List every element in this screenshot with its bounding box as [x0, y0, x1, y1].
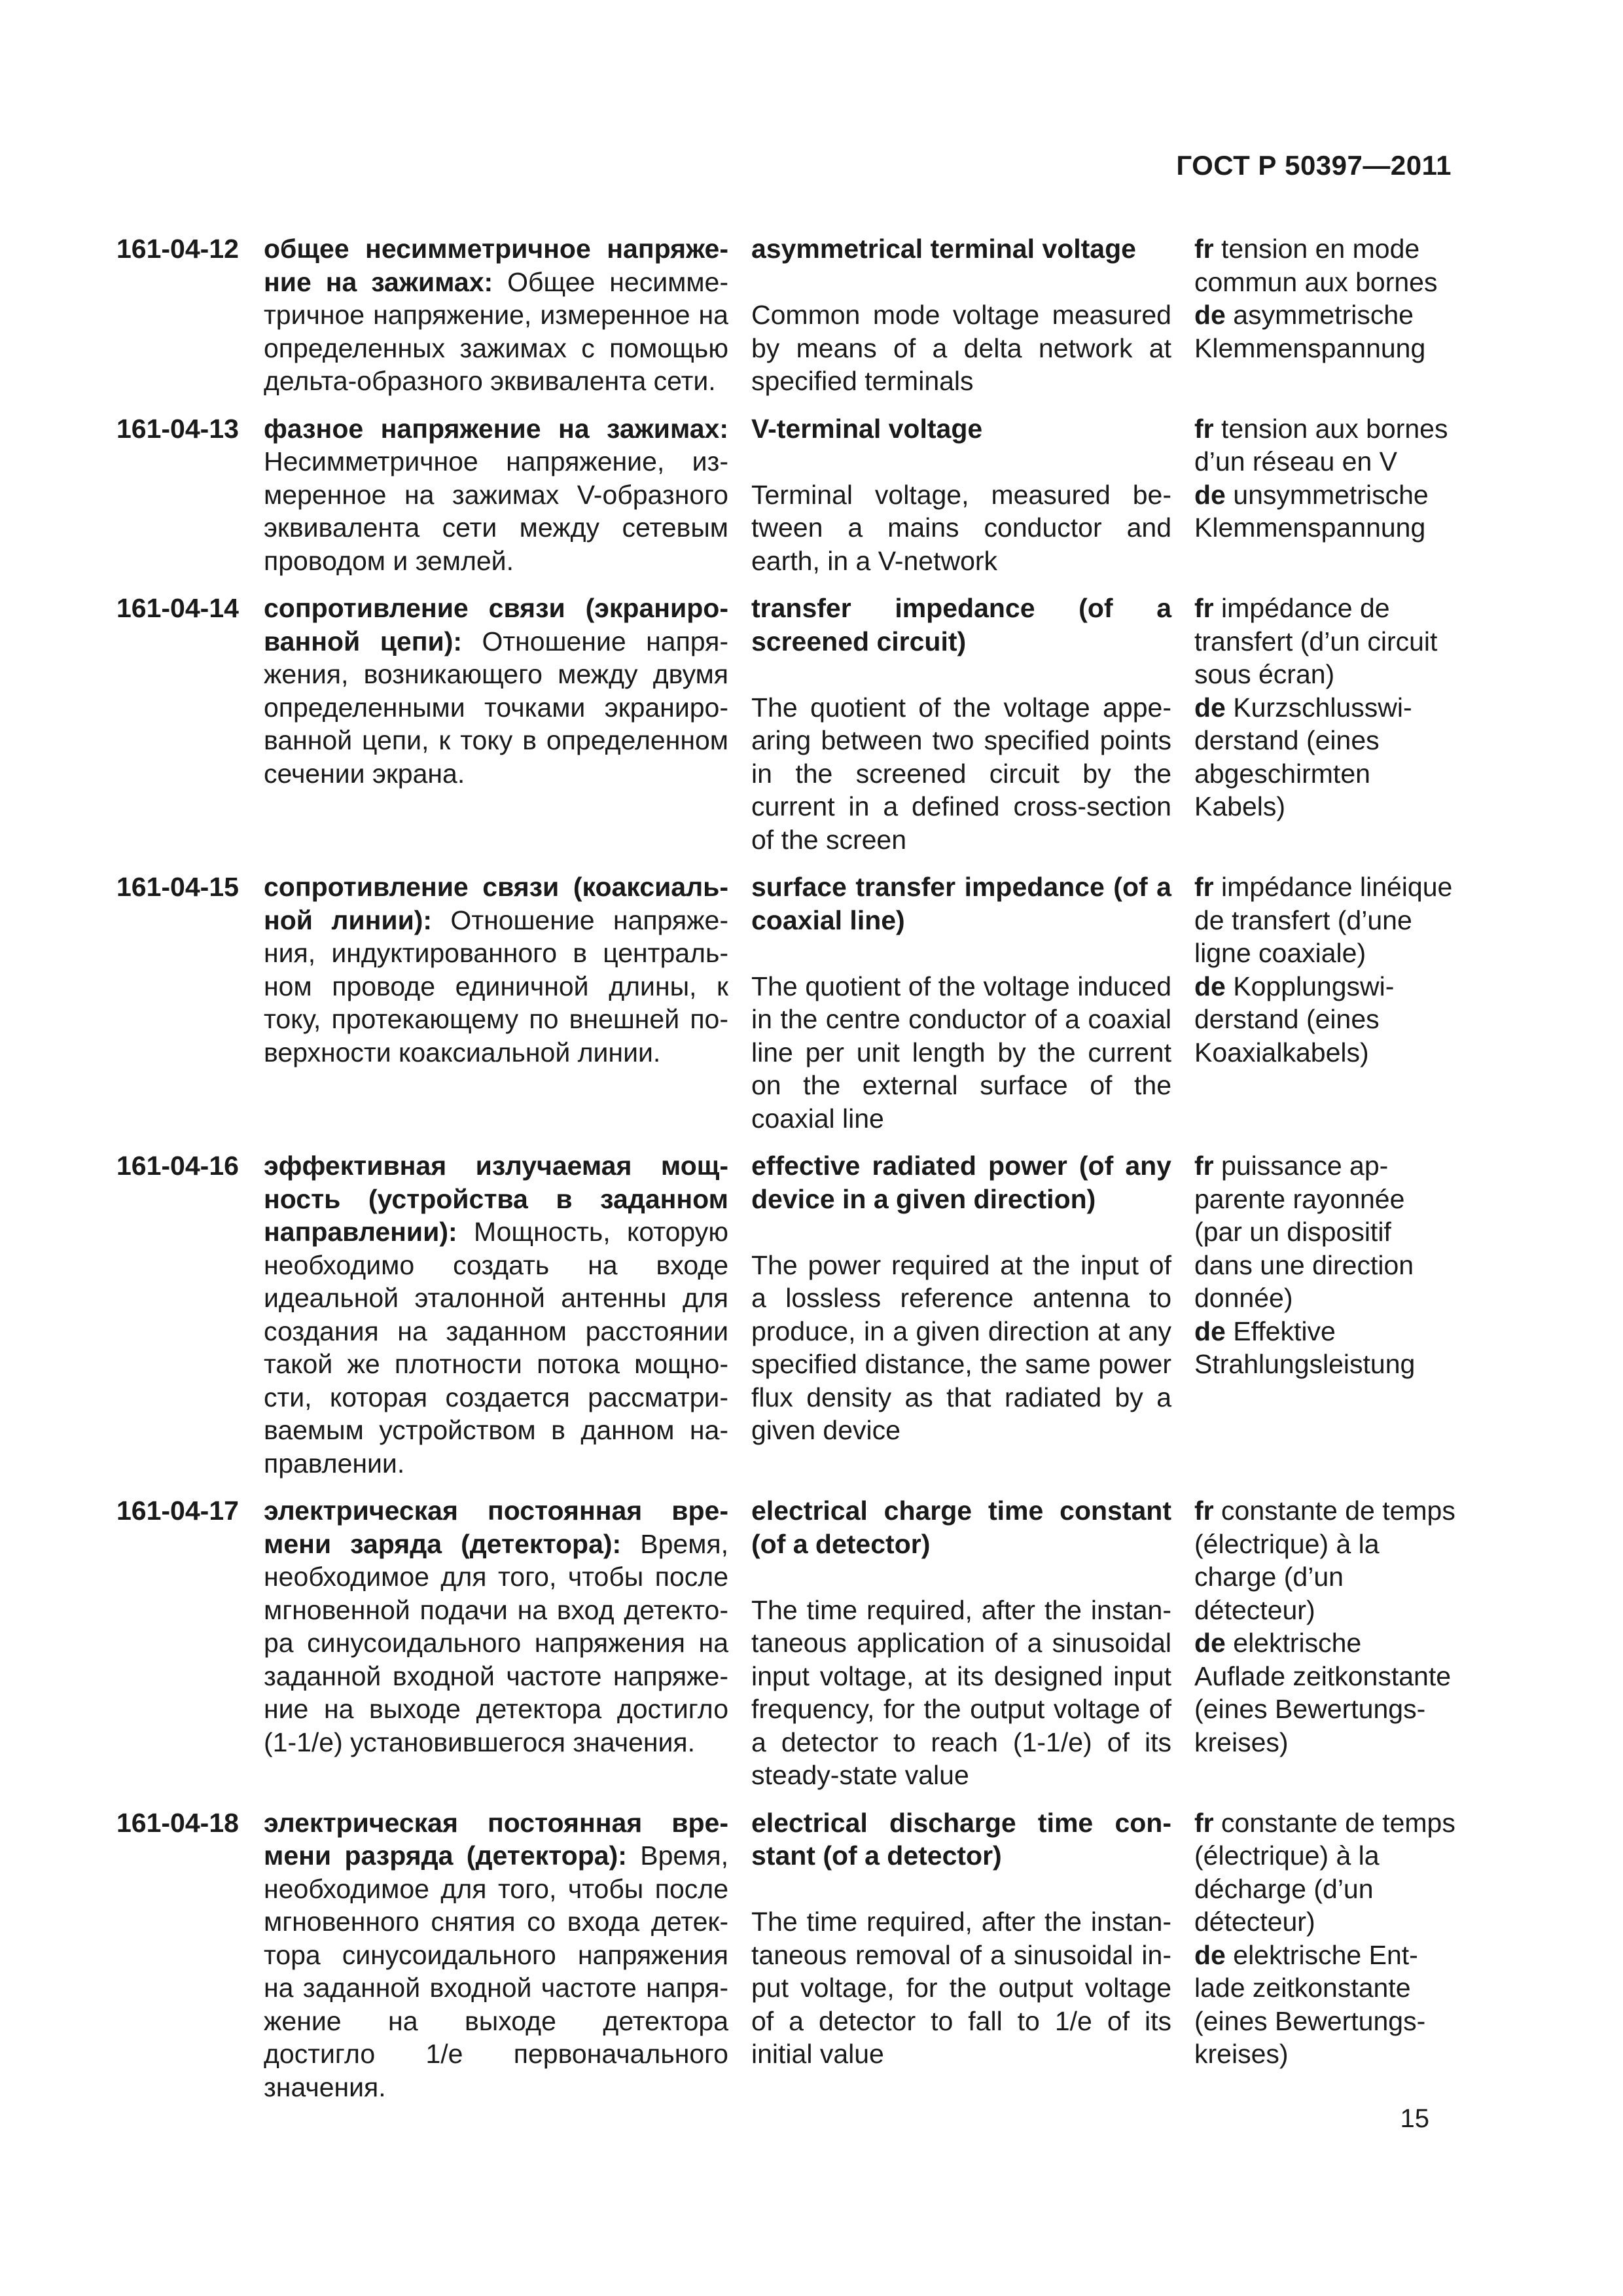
ru-definition: Общее несимметричное напряжение, измеренное на определенных зажимах с помощью дельта-образного эквивалента сети. — [264, 266, 728, 396]
term-entry — [0, 412, 1623, 578]
ru-column — [264, 232, 728, 398]
fr-term: constante de temps (électrique) à la décharge (d’un détecteur) — [1194, 1807, 1455, 1937]
en-column — [751, 1494, 1171, 1792]
de-line — [1194, 691, 1456, 823]
entry-number: 161-04-14 — [116, 593, 239, 623]
en-term: transfer impedance (of a screened circuit) — [751, 593, 1171, 656]
ru-definition: Отношение напряжения, индуктированного в центральном проводе единичной длины, к току, протекающему по внешней поверхности коаксиальной линии. — [264, 905, 728, 1067]
de-line — [1194, 298, 1456, 365]
de-code: de — [1194, 692, 1226, 723]
ru-definition: Отношение напряжения, возникающего между двумя определенными точками экранированной цепи, к току в определенном сечении экрана. — [264, 626, 728, 789]
term-entry — [0, 232, 1623, 398]
fr-code: fr — [1194, 413, 1214, 444]
ru-term: фазное напряжение на зажимах: — [264, 413, 728, 444]
ru-column — [264, 592, 728, 790]
ru-definition: Мощность, которую необходимо создать на входе идеальной эталонной антенны для создания на заданном расстоянии такой же плотности потока мощности, которая создается рассматриваемым устройством в данном направлении. — [264, 1217, 728, 1479]
ru-term: сопротивление связи (коаксиальной линии): — [264, 872, 728, 935]
term-entry — [0, 1149, 1623, 1480]
term-entry — [0, 870, 1623, 1135]
en-column — [751, 1806, 1171, 2071]
de-code: de — [1194, 971, 1226, 1001]
entry-number: 161-04-18 — [116, 1807, 239, 1838]
en-definition: The quotient of the voltage appearing between two specified points in the screened circuit by the current in a defined cross-section of the screen — [751, 692, 1171, 855]
ru-column — [264, 870, 728, 1069]
en-column — [751, 1149, 1171, 1447]
fr-term: impédance de transfert (d’un circuit sous écran) — [1194, 593, 1438, 689]
entry-number: 161-04-13 — [116, 413, 239, 444]
term-entries — [0, 232, 1623, 2118]
fr-code: fr — [1194, 593, 1214, 623]
de-line — [1194, 478, 1456, 545]
other-languages-column — [1194, 232, 1456, 365]
ru-definition: Несимметричное напряжение, измеренное на зажимах V-образного эквивалента сети между сетевым проводом и землей. — [264, 446, 728, 576]
entry-number: 161-04-15 — [116, 872, 239, 902]
fr-line — [1194, 870, 1456, 970]
ru-definition: Время, необходимое для того, чтобы после мгновенного снятия со входа детектора синусоидального напряжения на заданной входной частоте напряжение на выходе детектора достигло 1/e первоначального значения. — [264, 1840, 728, 2102]
en-term: asymmetrical terminal voltage — [751, 234, 1136, 264]
term-entry — [0, 1806, 1623, 2104]
ru-column — [264, 1149, 728, 1480]
en-column — [751, 870, 1171, 1135]
de-code: de — [1194, 479, 1226, 510]
entry-number: 161-04-16 — [116, 1151, 239, 1181]
page-number: 15 — [1400, 2104, 1429, 2133]
ru-column — [264, 1494, 728, 1759]
ru-column — [264, 412, 728, 578]
term-entry — [0, 592, 1623, 856]
fr-code: fr — [1194, 1496, 1214, 1526]
en-definition: The time required, after the instantaneous removal of a sinusoidal input voltage, for the output voltage of a detector to fall to 1/e of its initial value — [751, 1907, 1171, 2069]
en-definition: Common mode voltage measured by means of a delta network at specified terminals — [751, 300, 1171, 396]
ru-term: общее несимметричное напряжение на зажимах: — [264, 234, 728, 297]
de-term: unsymmetrische Klemmenspannung — [1194, 479, 1429, 543]
en-definition: Terminal voltage, measured between a mains conductor and earth, in a V-network — [751, 479, 1171, 576]
en-definition: The power required at the input of a lossless reference antenna to produce, in a given direction at any specified distance, the same power flux density as that radiated by a given device — [751, 1249, 1171, 1445]
de-code: de — [1194, 300, 1226, 330]
fr-term: puissance apparente rayonnée (par un dispositif dans une direction donnée) — [1194, 1151, 1414, 1313]
de-line — [1194, 1626, 1456, 1759]
de-term: asymmetrische Klemmenspannung — [1194, 300, 1426, 363]
fr-line — [1194, 1494, 1456, 1626]
fr-line — [1194, 1806, 1456, 1939]
en-column — [751, 592, 1171, 856]
en-column — [751, 232, 1171, 398]
de-line — [1194, 1939, 1456, 2071]
term-entry — [0, 1494, 1623, 1792]
other-languages-column — [1194, 870, 1456, 1069]
de-code: de — [1194, 1316, 1226, 1346]
de-line — [1194, 970, 1456, 1069]
fr-code: fr — [1194, 1151, 1214, 1181]
en-term: electrical charge time constant (of a detector) — [751, 1496, 1171, 1559]
en-term: effective radiated power (of any device in a given direction) — [751, 1151, 1171, 1214]
de-code: de — [1194, 1628, 1226, 1658]
de-term: elektrische Auflade zeitkonstante (eines Bewertungskreises) — [1194, 1628, 1452, 1757]
standard-header: ГОСТ Р 50397—2011 — [1176, 150, 1452, 181]
ru-definition: Время, необходимое для того, чтобы после мгновенной подачи на вход детектора синусоидального напряжения на заданной входной частоте напряжение на выходе детектора достигло (1-1/e) установившегося значения. — [264, 1528, 728, 1757]
en-definition: The quotient of the voltage induced in the centre conductor of a coaxial line per unit length by the current on the external surface of the coaxial line — [751, 971, 1171, 1134]
fr-code: fr — [1194, 234, 1214, 264]
fr-line — [1194, 412, 1456, 478]
de-term: elektrische Entlade zeitkonstante (eines Bewertungskreises) — [1194, 1939, 1426, 2069]
other-languages-column — [1194, 592, 1456, 823]
fr-code: fr — [1194, 872, 1214, 902]
other-languages-column — [1194, 1806, 1456, 2071]
fr-line — [1194, 592, 1456, 691]
entry-number: 161-04-17 — [116, 1496, 239, 1526]
fr-term: impédance linéique de transfert (d’une ligne coaxiale) — [1194, 872, 1453, 968]
de-line — [1194, 1315, 1456, 1381]
ru-term: электрическая постоянная времени разряда (детектора): — [264, 1807, 728, 1871]
en-column — [751, 412, 1171, 578]
ru-term: эффективная излучаемая мощность (устройства в заданном направлении): — [264, 1151, 728, 1247]
en-term: V-terminal voltage — [751, 413, 983, 444]
other-languages-column — [1194, 1149, 1456, 1381]
en-definition: The time required, after the instantaneous application of a sinusoidal input voltage, at its designed input frequency, for the output voltage of a detector to reach (1-1/e) of its steady-state value — [751, 1594, 1171, 1790]
ru-term: электрическая постоянная времени заряда (детектора): — [264, 1496, 728, 1559]
ru-term: сопротивление связи (экранированной цепи): — [264, 593, 728, 656]
other-languages-column — [1194, 1494, 1456, 1759]
fr-term: constante de temps (électrique) à la charge (d’un détecteur) — [1194, 1496, 1455, 1625]
entry-number: 161-04-12 — [116, 234, 239, 264]
fr-line — [1194, 1149, 1456, 1315]
other-languages-column — [1194, 412, 1456, 545]
fr-code: fr — [1194, 1807, 1214, 1838]
de-code: de — [1194, 1939, 1226, 1970]
fr-line — [1194, 232, 1456, 298]
en-term: electrical discharge time constant (of a detector) — [751, 1807, 1171, 1871]
en-term: surface transfer impedance (of a coaxial line) — [751, 872, 1171, 935]
de-term: Kurzschlusswiderstand (eines abgeschirmten Kabels) — [1194, 692, 1412, 821]
de-term: Kopplungswiderstand (eines Koaxialkabels) — [1194, 971, 1395, 1067]
ru-column — [264, 1806, 728, 2104]
fr-term: tension en mode commun aux bornes — [1194, 234, 1438, 297]
fr-term: tension aux bornes d’un réseau en V — [1194, 413, 1448, 476]
de-term: Effektive Strahlungsleistung — [1194, 1316, 1416, 1379]
